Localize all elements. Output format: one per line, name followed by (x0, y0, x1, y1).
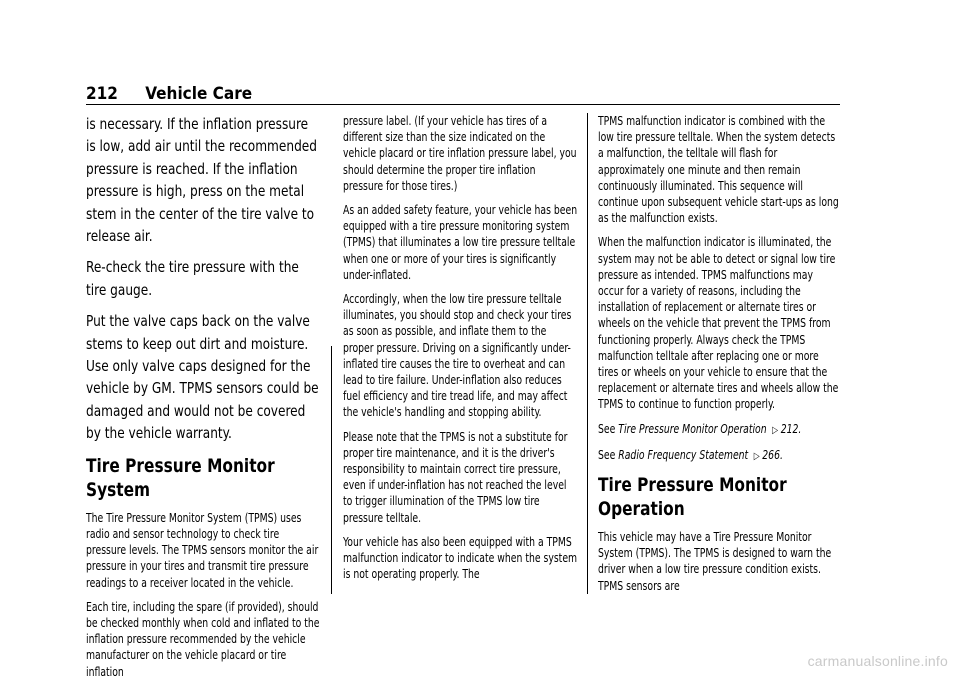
section-title: Tire Pressure Monitor System (86, 454, 275, 501)
header-rule (86, 104, 840, 105)
paragraph: Please note that the TPMS is not a substitute for proper tire maintenance, and it is the driver's responsibility to maintain correct tire pressure, even if under-inflation has not reached the level to trigger illumination of the TPMS low tire pressure telltale. (343, 429, 568, 525)
watermark: carmanualsonline.info (807, 653, 948, 669)
cross-reference-link[interactable]: Tire Pressure Monitor Operation (618, 421, 767, 436)
column-2 (343, 113, 579, 590)
page-ref-arrow-icon: ▷ (753, 450, 760, 462)
see-label: See (598, 421, 616, 436)
cross-reference-link[interactable]: Radio Frequency Statement (618, 447, 749, 462)
paragraph: Accordingly, when the low tire pressure telltale illuminates, you should stop and check your tires as soon as possible, and inflate them to the proper pressure. Driving on a significantly under-inflated tire causes the tire to overheat and can lead to tire failure. Under-inflation also reduces fuel efficiency and tire tread life, and may affect the vehicle's handling and stopping ability. (343, 292, 572, 420)
paragraph: TPMS malfunction indicator is combined with the low tire pressure telltale. When the system detects a malfunction, the telltale will flash for approximately one minute and then remain continuously illuminated. This sequence will continue upon subsequent vehicle start-ups as long as the malfunction exists. (598, 114, 839, 226)
paragraph: Your vehicle has also been equipped with a TPMS malfunction indicator to indicate when the system is not operating properly. The (343, 534, 578, 582)
paragraph: Put the valve caps back on the valve stems to keep out dirt and moisture. Use only valve caps designed for the vehicle by GM. TPMS sensors could be damaged and would not be covered by the vehicle warranty. (86, 312, 319, 443)
page-reference[interactable]: 212. (780, 421, 802, 436)
see-label: See (598, 447, 616, 462)
chapter-title: Vehicle Care (145, 84, 253, 104)
paragraph: Each tire, including the spare (if provided), should be checked monthly when cold and inflated to the inflation pressure recommended by the vehicle manufacturer on the vehicle placard or tire inflation (86, 599, 320, 679)
paragraph: is necessary. If the inflation pressure is low, add air until the recommended pressure is reached. If the inflation pressure is high, press on the metal stem in the center of the tire valve to release air. (86, 115, 317, 246)
see-reference (598, 447, 840, 465)
column-1 (86, 113, 320, 688)
page-header (86, 84, 252, 104)
page-number: 212 (86, 84, 118, 104)
paragraph: When the malfunction indicator is illuminated, the system may not be able to detect or signal low tire pressure as intended. TPMS malfunctions may occur for a variety of reasons, including the installation of replacement or alternate tires or wheels on the vehicle that prevent the TPMS from functioning properly. Always check the TPMS malfunction telltale after replacing one or more tires or wheels on your vehicle to ensure that the replacement or alternate tires and wheels allow the TPMS to continue to function properly. (598, 235, 839, 412)
page-reference[interactable]: 266. (762, 447, 783, 462)
paragraph: The Tire Pressure Monitor System (TPMS) uses radio and sensor technology to check tire pressure levels. The TPMS sensors monitor the air pressure in your tires and transmit tire pressure readings to a receiver located in the vehicle. (86, 510, 319, 590)
paragraph: This vehicle may have a Tire Pressure Monitor System (TPMS). The TPMS is designed to warn the driver when a low tire pressure condition exists. TPMS sensors are (598, 530, 832, 593)
column-divider (587, 113, 588, 594)
page-ref-arrow-icon: ▷ (772, 424, 779, 436)
column-3 (598, 113, 841, 602)
column-divider (331, 346, 332, 594)
section-title: Tire Pressure Monitor Operation (598, 474, 787, 521)
paragraph: As an added safety feature, your vehicle has been equipped with a tire pressure monitoring system (TPMS) that illuminates a low tire pressure telltale when one or more of your tires is significantly under-inflated. (343, 203, 578, 282)
see-reference (598, 421, 840, 439)
paragraph: Re-check the tire pressure with the tire gauge. (86, 258, 299, 299)
paragraph: pressure label. (If your vehicle has tires of a different size than the size indicated on the vehicle placard or tire inflation pressure label, you should determine the proper tire inflation pressure for those tires.) (343, 114, 577, 193)
